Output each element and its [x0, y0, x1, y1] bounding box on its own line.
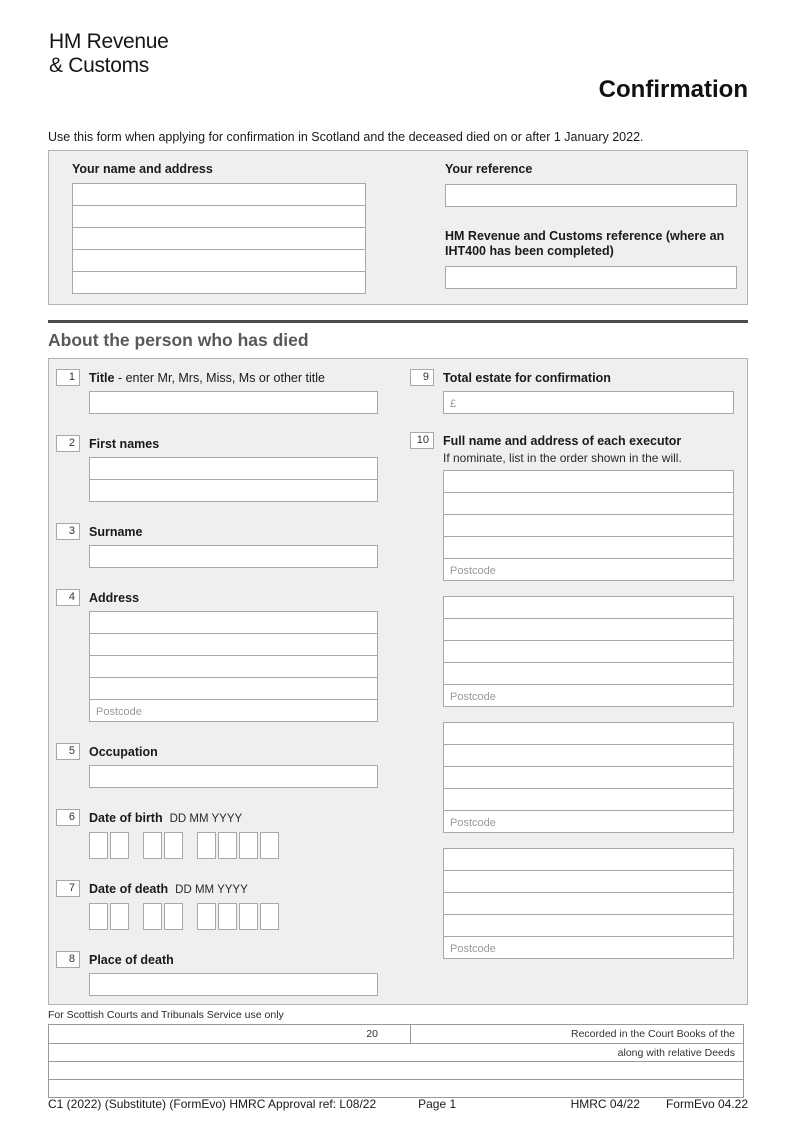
- hmrc-logo: [49, 30, 169, 77]
- name-address-line-2[interactable]: [72, 205, 366, 228]
- occupation-input[interactable]: [89, 765, 378, 788]
- name-address-lines: [72, 183, 366, 294]
- question-number-badge: 7: [56, 880, 80, 897]
- question-total-estate: [410, 369, 734, 414]
- question-number-badge: 9: [410, 369, 434, 386]
- logo-line-1: HM Revenue: [49, 30, 169, 53]
- section-heading: About the person who has died: [48, 330, 309, 350]
- executor-3-line-4[interactable]: [443, 788, 734, 811]
- executor-address-block: [443, 722, 734, 833]
- question-place-of-death: [56, 951, 378, 996]
- executor-1-line-3[interactable]: [443, 514, 734, 537]
- courts-use-only-label: For Scottish Courts and Tribunals Service use only: [48, 1009, 284, 1021]
- date-box[interactable]: [260, 832, 279, 859]
- name-address-line-3[interactable]: [72, 227, 366, 250]
- question-occupation: [56, 743, 378, 788]
- question-surname: [56, 523, 378, 568]
- court-books-cell[interactable]: [411, 1028, 743, 1040]
- page-footer: [48, 1097, 748, 1111]
- date-box[interactable]: [239, 832, 258, 859]
- question-number-badge: 8: [56, 951, 80, 968]
- question-title: [56, 369, 378, 414]
- date-of-death-boxes: [89, 903, 378, 930]
- executor-2-line-3[interactable]: [443, 640, 734, 663]
- date-box[interactable]: [110, 832, 129, 859]
- executor-4-line-2[interactable]: [443, 870, 734, 893]
- address-line-2[interactable]: [89, 633, 378, 656]
- executor-3-postcode-input[interactable]: [443, 810, 734, 833]
- courts-table-row-1: [49, 1025, 743, 1043]
- courts-table-row-3[interactable]: [49, 1061, 743, 1079]
- right-column: [410, 369, 734, 1004]
- section-divider: [48, 320, 748, 323]
- question-date-of-birth: [56, 809, 378, 859]
- executor-1-postcode-input[interactable]: [443, 558, 734, 581]
- question-label: Date of birth DD MM YYYY: [89, 811, 243, 825]
- question-number-badge: 5: [56, 743, 80, 760]
- executor-3-line-1[interactable]: [443, 722, 734, 745]
- footer-reference: C1 (2022) (Substitute) (FormEvo) HMRC Approval ref: L08/22: [48, 1097, 377, 1111]
- question-first-names: [56, 435, 378, 502]
- executor-4-line-3[interactable]: [443, 892, 734, 915]
- title-input[interactable]: [89, 391, 378, 414]
- date-of-birth-boxes: [89, 832, 378, 859]
- date-box[interactable]: [143, 832, 162, 859]
- footer-hmrc-ref: HMRC 04/22: [570, 1097, 640, 1111]
- question-number-badge: 4: [56, 589, 80, 606]
- address-line-1[interactable]: [89, 611, 378, 634]
- total-estate-input[interactable]: [443, 391, 734, 414]
- executor-2-line-4[interactable]: [443, 662, 734, 685]
- page-number: Page 1: [418, 1097, 457, 1111]
- date-box[interactable]: [164, 832, 183, 859]
- surname-input[interactable]: [89, 545, 378, 568]
- executor-1-line-1[interactable]: [443, 470, 734, 493]
- question-label: Address: [89, 591, 140, 605]
- executor-1-line-2[interactable]: [443, 492, 734, 515]
- executor-2-line-1[interactable]: [443, 596, 734, 619]
- first-names-line-2[interactable]: [89, 479, 378, 502]
- date-box[interactable]: [89, 903, 108, 930]
- place-of-death-input[interactable]: [89, 973, 378, 996]
- date-box[interactable]: [218, 903, 237, 930]
- left-column: [56, 369, 378, 1004]
- executor-1-line-4[interactable]: [443, 536, 734, 559]
- hmrc-reference-input[interactable]: [445, 266, 737, 289]
- address-postcode-input[interactable]: [89, 699, 378, 722]
- question-number-badge: 6: [56, 809, 80, 826]
- date-box[interactable]: [218, 832, 237, 859]
- date-box[interactable]: [260, 903, 279, 930]
- date-box[interactable]: [89, 832, 108, 859]
- intro-text: Use this form when applying for confirmation in Scotland and the deceased died on or after 1 January 2022.: [48, 130, 644, 144]
- court-year-cell[interactable]: [49, 1025, 411, 1043]
- executor-3-line-2[interactable]: [443, 744, 734, 767]
- courts-table: [48, 1024, 744, 1098]
- date-box[interactable]: [143, 903, 162, 930]
- question-label: Date of death DD MM YYYY: [89, 882, 248, 896]
- question-label: Title - enter Mr, Mrs, Miss, Ms or other title: [89, 371, 325, 385]
- courts-table-row-2[interactable]: [49, 1043, 743, 1061]
- question-label: First names: [89, 437, 160, 451]
- question-number-badge: 2: [56, 435, 80, 452]
- executor-4-line-4[interactable]: [443, 914, 734, 937]
- reference-column: [445, 162, 737, 304]
- executor-3-line-3[interactable]: [443, 766, 734, 789]
- person-details-panel: [48, 358, 748, 1005]
- executor-2-line-2[interactable]: [443, 618, 734, 641]
- address-line-3[interactable]: [89, 655, 378, 678]
- court-year-text: 20: [366, 1028, 378, 1040]
- question-number-badge: 10: [410, 432, 434, 449]
- footer-formevo-ref: FormEvo 04.22: [665, 1097, 748, 1111]
- question-label: Occupation: [89, 745, 158, 759]
- date-box[interactable]: [239, 903, 258, 930]
- date-box[interactable]: [110, 903, 129, 930]
- court-books-text: Recorded in the Court Books of the: [570, 1028, 735, 1040]
- question-address: [56, 589, 378, 722]
- executor-4-line-1[interactable]: [443, 848, 734, 871]
- question-number-badge: 3: [56, 523, 80, 540]
- logo-line-2: & Customs: [49, 53, 149, 77]
- executor-4-postcode-input[interactable]: [443, 936, 734, 959]
- question-number-badge: 1: [56, 369, 80, 386]
- relative-deeds-text: along with relative Deeds: [617, 1046, 735, 1059]
- name-address-line-4[interactable]: [72, 249, 366, 272]
- executor-address-block: [443, 470, 734, 581]
- applicant-details-box: [48, 150, 748, 305]
- date-format-hint: DD MM YYYY: [175, 884, 248, 896]
- question-label: Place of death: [89, 953, 174, 967]
- name-address-label: Your name and address: [72, 162, 213, 176]
- first-names-line-1[interactable]: [89, 457, 378, 480]
- executor-2-postcode-input[interactable]: [443, 684, 734, 707]
- question-label: Full name and address of each executor: [443, 434, 682, 448]
- courts-use-only-section: [48, 1009, 744, 1098]
- executors-hint: If nominate, list in the order shown in the will.: [443, 451, 682, 465]
- form-title: Confirmation: [598, 76, 748, 103]
- date-box[interactable]: [197, 832, 216, 859]
- question-date-of-death: [56, 880, 378, 930]
- address-line-4[interactable]: [89, 677, 378, 700]
- question-executors: [410, 432, 734, 959]
- question-label: Surname: [89, 525, 143, 539]
- your-reference-input[interactable]: [445, 184, 737, 207]
- name-address-line-1[interactable]: [72, 183, 366, 206]
- executor-address-block: [443, 848, 734, 959]
- date-box[interactable]: [164, 903, 183, 930]
- hmrc-reference-label: HM Revenue and Customs reference (where an IHT400 has been completed): [445, 229, 725, 258]
- name-address-line-5[interactable]: [72, 271, 366, 294]
- name-address-column: [72, 162, 366, 304]
- date-box[interactable]: [197, 903, 216, 930]
- question-label: Total estate for confirmation: [443, 371, 611, 385]
- courts-table-row-4[interactable]: [49, 1079, 743, 1097]
- your-reference-label: Your reference: [445, 162, 533, 176]
- date-format-hint: DD MM YYYY: [169, 813, 243, 825]
- executor-address-block: [443, 596, 734, 707]
